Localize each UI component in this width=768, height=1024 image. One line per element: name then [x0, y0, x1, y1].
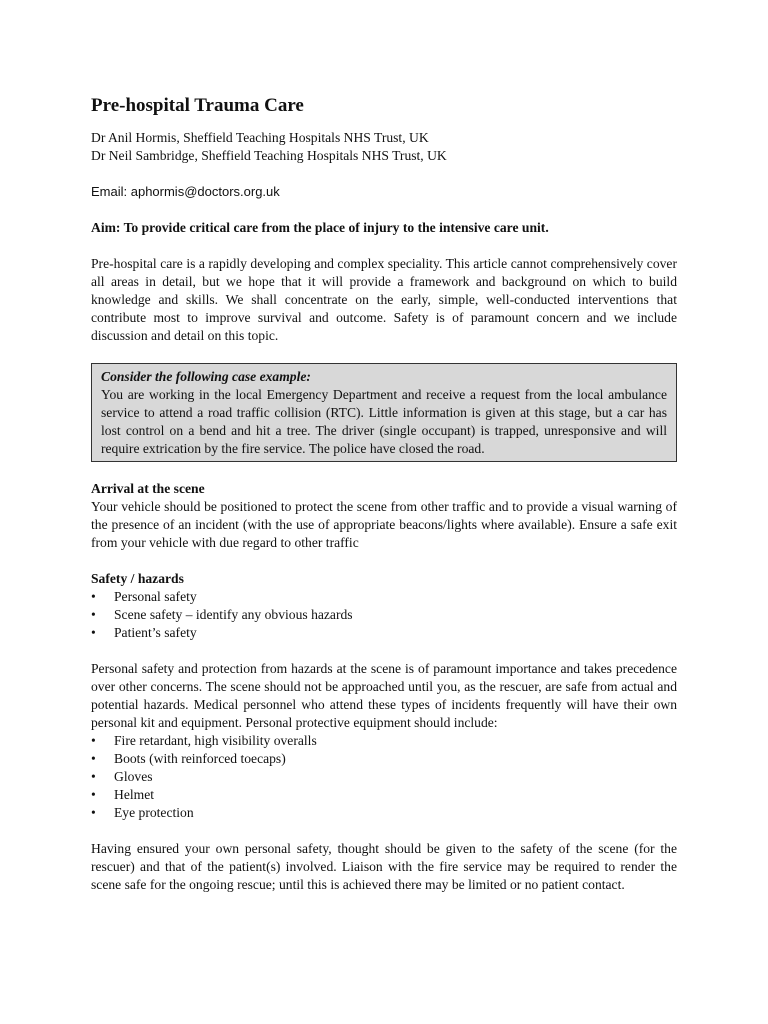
list-item-text: Patient’s safety [114, 625, 197, 640]
list-item [91, 804, 677, 822]
case-example-text: You are working in the local Emergency Department and receive a request from the local ambulance service to attend a road traffic collision (RTC). Little information is given at this stage, but a car has lost control on a bend and hit a tree. The driver (single occupant) is trapped, unresponsive and will require extrication by the fire service. The police have closed the road. [101, 387, 667, 456]
arrival-heading: Arrival at the scene [91, 481, 205, 496]
document-title: Pre-hospital Trauma Care [91, 95, 304, 116]
case-example-title: Consider the following case example: [101, 369, 311, 384]
author-line-1: Dr Anil Hormis, Sheffield Teaching Hospitals NHS Trust, UK [91, 130, 429, 145]
list-item [91, 750, 677, 768]
case-example-box [91, 363, 677, 462]
protection-paragraph: Personal safety and protection from hazards at the scene is of paramount importance and takes precedence over other concerns. The scene should not be approached until you, as the rescuer, are safe from actual and potential hazards. Medical personnel who attend these types of incidents frequently will have their own personal kit and equipment. Personal protective equipment should include: [91, 661, 677, 730]
bullet-icon: • [91, 787, 96, 802]
list-item [91, 624, 677, 642]
email-line: Email: aphormis@doctors.org.uk [91, 184, 280, 199]
list-item-text: Gloves [114, 769, 153, 784]
list-item-text: Boots (with reinforced toecaps) [114, 751, 286, 766]
list-item-text: Helmet [114, 787, 155, 802]
arrival-paragraph: Your vehicle should be positioned to protect the scene from other traffic and to provide a visual warning of the presence of an incident (with the use of appropriate beacons/lights where available). Ensure a safe exit from your vehicle with due regard to other traffic [91, 499, 677, 550]
list-item-text: Fire retardant, high visibility overalls [114, 733, 317, 748]
list-item [91, 606, 677, 624]
bullet-icon: • [91, 607, 96, 622]
list-item-text: Scene safety – identify any obvious hazards [114, 607, 353, 622]
equipment-list [91, 732, 677, 822]
safety-list [91, 588, 677, 642]
list-item [91, 732, 677, 750]
bullet-icon: • [91, 805, 96, 820]
bullet-icon: • [91, 733, 96, 748]
author-line-2: Dr Neil Sambridge, Sheffield Teaching Hospitals NHS Trust, UK [91, 148, 447, 163]
bullet-icon: • [91, 625, 96, 640]
list-item-text: Eye protection [114, 805, 194, 820]
list-item [91, 786, 677, 804]
bullet-icon: • [91, 589, 96, 604]
closing-paragraph: Having ensured your own personal safety, thought should be given to the safety of the scene (for the rescuer) and that of the patient(s) involved. Liaison with the fire service may be required to render the scene safe for the ongoing rescue; until this is achieved there may be limited or no patient contact. [91, 841, 677, 892]
list-item [91, 588, 677, 606]
intro-paragraph: Pre-hospital care is a rapidly developing and complex speciality. This article cannot comprehensively cover all areas in detail, but we hope that it will provide a framework and background on which to build knowledge and skills. We shall concentrate on the early, simple, well-conducted interventions that contribute most to improve survival and outcome. Safety is of paramount concern and we include discussion and detail on this topic. [91, 256, 677, 343]
list-item-text: Personal safety [114, 589, 197, 604]
bullet-icon: • [91, 769, 96, 784]
aim-statement: Aim: To provide critical care from the place of injury to the intensive care unit. [91, 220, 549, 235]
bullet-icon: • [91, 751, 96, 766]
safety-heading: Safety / hazards [91, 571, 184, 586]
document-body [91, 94, 677, 894]
list-item [91, 768, 677, 786]
